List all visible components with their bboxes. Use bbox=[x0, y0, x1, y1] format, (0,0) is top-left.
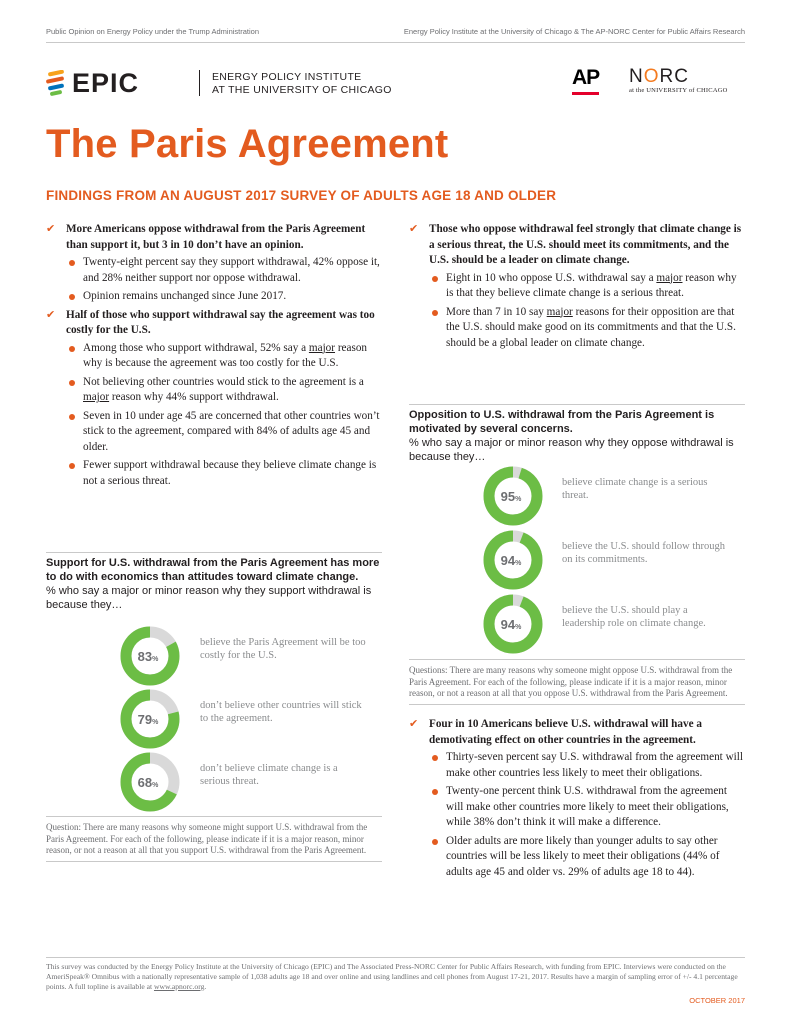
norc-logo-subtext: at the UNIVERSITY of CHICAGO bbox=[629, 87, 728, 94]
donut-category-label: believe the Paris Agreement will be too costly for the U.S. bbox=[200, 637, 366, 661]
donut-category-label: believe climate change is a serious threat. bbox=[562, 477, 708, 501]
list-item: Opinion remains unchanged since June 2017. bbox=[66, 289, 382, 305]
donut-chart bbox=[120, 752, 180, 812]
finding-heading bbox=[46, 308, 382, 339]
list-item: Older adults are more likely than younger adults to say other countries will be less likely to meet their obligations (44% of adults age 45 and older vs. 29% of adults age 18 to 44). bbox=[429, 834, 745, 881]
bullet-text: Eight in 10 who oppose U.S. withdrawal say a bbox=[446, 271, 657, 284]
donut-chart bbox=[483, 466, 543, 526]
donut-category-label: don’t believe climate change is a serious threat. bbox=[200, 763, 338, 787]
page-subtitle: FINDINGS FROM AN AUGUST 2017 SURVEY OF ADULTS AGE 18 AND OLDER bbox=[46, 188, 557, 203]
list-item bbox=[429, 305, 745, 352]
donut-value-label: 68% bbox=[137, 775, 159, 790]
bullet-underlined: major bbox=[308, 341, 336, 354]
header-right-text: Energy Policy Institute at the University of Chicago & The AP-NORC Center for Public Affairs Research bbox=[403, 27, 745, 36]
bullet-underlined: major bbox=[83, 391, 110, 403]
donut-unit-label: % bbox=[515, 560, 522, 567]
list-item bbox=[429, 271, 745, 302]
ap-logo-bar bbox=[572, 92, 599, 95]
finding-2-bullets bbox=[66, 341, 382, 490]
right-column bbox=[409, 222, 745, 354]
check-icon: ✔ bbox=[409, 222, 419, 235]
finding-1-text: More Americans oppose withdrawal from the Paris Agreement than support it, but 3 in 10 don’t have an opinion. bbox=[66, 223, 366, 251]
bullet-underlined: major bbox=[546, 305, 573, 318]
donut-value-label: 94% bbox=[500, 617, 522, 632]
chart-subtitle: % who say a major or minor reason why they support withdrawal is because they… bbox=[46, 585, 372, 611]
bullet-text: reason why is because the agreement was too costly for the U.S. bbox=[83, 341, 368, 369]
publication-date: OCTOBER 2017 bbox=[689, 996, 745, 1005]
footer-end: . bbox=[204, 982, 207, 991]
donut-chart bbox=[483, 530, 543, 590]
footer-text: This survey was conducted by the Energy Policy Institute at the University of Chicago (EPIC) and The Associated Press-NORC Center for Public Affairs Research, with funding from EPIC. Interviews were conducted on the AmeriSpeak® Omnibus with a nationally representative sample of 1,038 adults age 18 and over online and using landlines and cell phones from August 17-21, 2017. Results have a margin of sampling error of +/- 4.1 percentage points. A full topline is available at bbox=[46, 962, 738, 991]
donut-chart bbox=[120, 689, 180, 749]
donut-category-label: believe the U.S. should follow through on its commitments. bbox=[562, 541, 726, 565]
finding-heading bbox=[46, 222, 382, 253]
bullet-underlined: major bbox=[656, 271, 683, 284]
bullet-text: Among those who support withdrawal, 52% say a bbox=[83, 341, 309, 354]
chart-subtitle: % who say a major or minor reason why they oppose withdrawal is because they… bbox=[409, 437, 734, 463]
chart-title: Opposition to U.S. withdrawal from the Paris Agreement is motivated by several concerns. bbox=[409, 404, 745, 436]
check-icon: ✔ bbox=[409, 717, 419, 730]
bullet-text: reason why 44% support withdrawal. bbox=[109, 391, 279, 403]
header-left-text: Public Opinion on Energy Policy under the Trump Administration bbox=[46, 27, 260, 36]
donut-category-label: don’t believe other countries will stick to the agreement. bbox=[200, 700, 362, 724]
donut-unit-label: % bbox=[515, 624, 522, 631]
footer-methodology bbox=[46, 962, 746, 992]
footer-link[interactable]: www.apnorc.org bbox=[153, 982, 205, 991]
right-column-lower bbox=[409, 717, 745, 883]
donut-row bbox=[483, 466, 723, 526]
page-title: The Paris Agreement bbox=[46, 122, 449, 166]
finding-heading bbox=[409, 717, 745, 748]
donut-chart bbox=[483, 594, 543, 654]
list-item: Seven in 10 under age 45 are concerned that other countries won’t stick to the agreement, compared with 84% of adults age 45 and older. bbox=[66, 409, 382, 456]
finding-4-bullets bbox=[429, 750, 745, 880]
epic-institute-line1: ENERGY POLICY INSTITUTE bbox=[212, 71, 362, 83]
epic-logo-wordmark: EPIC bbox=[72, 68, 140, 98]
donut-unit-label: % bbox=[152, 656, 159, 663]
list-item: Fewer support withdrawal because they believe climate change is not a serious threat. bbox=[66, 458, 382, 489]
finding-heading bbox=[409, 222, 745, 269]
norc-n: N bbox=[629, 66, 644, 87]
norc-rc: RC bbox=[659, 66, 689, 87]
list-item bbox=[66, 375, 382, 406]
logo-row bbox=[46, 66, 745, 102]
list-item bbox=[66, 341, 382, 372]
finding-3-bullets bbox=[429, 271, 745, 352]
bullet-text: More than 7 in 10 say bbox=[446, 305, 547, 318]
donut-category-label: believe the U.S. should play a leadership role on climate change. bbox=[562, 605, 706, 629]
donut-unit-label: % bbox=[152, 719, 159, 726]
bullet-text: Not believing other countries would stick to the agreement is a bbox=[83, 375, 364, 388]
chart-title: Support for U.S. withdrawal from the Paris Agreement has more to do with economics than attitudes toward climate change. bbox=[46, 552, 382, 584]
donut-unit-label: % bbox=[152, 782, 159, 789]
logo-separator bbox=[199, 70, 200, 96]
epic-institute-line2: AT THE UNIVERSITY OF CHICAGO bbox=[212, 84, 392, 96]
bullet-text: reasons for their opposition are that the U.S. should make good on its commitments and that the U.S. should be a global leader on climate change. bbox=[446, 305, 736, 349]
donut-row bbox=[120, 752, 360, 812]
donut-value-label: 79% bbox=[137, 712, 159, 727]
donut-chart bbox=[120, 626, 180, 686]
donut-value-label: 95% bbox=[500, 489, 522, 504]
donut-row bbox=[120, 626, 366, 686]
epic-logo-icon bbox=[46, 70, 66, 96]
donut-value-label: 94% bbox=[500, 553, 522, 568]
ap-logo: AP bbox=[572, 66, 600, 89]
chart-question-note: Questions: There are many reasons why someone might oppose U.S. withdrawal from the Paris Agreement. For each of the following, please indicate if it is a major reason, minor reason, or not a reason at all that you oppose U.S. withdrawal from the Paris Agreement. bbox=[409, 659, 745, 705]
donut-row bbox=[120, 689, 360, 749]
left-column bbox=[46, 222, 382, 492]
finding-4-text: Four in 10 Americans believe U.S. withdrawal will have a demotivating effect on other countries in the agreement. bbox=[429, 718, 702, 746]
donut-unit-label: % bbox=[515, 496, 522, 503]
donut-row bbox=[483, 530, 726, 590]
list-item: Twenty-eight percent say they support withdrawal, 42% oppose it, and 28% neither support nor oppose withdrawal. bbox=[66, 255, 382, 286]
norc-logo bbox=[629, 66, 689, 88]
norc-o: O bbox=[643, 66, 660, 87]
support-chart bbox=[46, 552, 382, 612]
list-item: Twenty-one percent think U.S. withdrawal from the agreement will make other countries more likely to meet their obligations, while 38% don’t think it will make a difference. bbox=[429, 784, 745, 831]
oppose-chart bbox=[409, 404, 745, 464]
donut-value-label: 83% bbox=[137, 649, 159, 664]
check-icon: ✔ bbox=[46, 222, 56, 235]
footer-divider bbox=[46, 957, 745, 958]
finding-1-bullets bbox=[66, 255, 382, 305]
check-icon: ✔ bbox=[46, 307, 56, 321]
donut-row bbox=[483, 594, 723, 654]
chart-question-note: Question: There are many reasons why someone might support U.S. withdrawal from the Paris Agreement. For each of the following, please indicate if it is a major reason, minor reason, or not a reason at all that you support U.S. withdrawal from the Paris Agreement. bbox=[46, 816, 382, 862]
bullet-text: reason why is that they believe climate change is a serious threat. bbox=[446, 271, 737, 299]
finding-2-text: Half of those who support withdrawal say the agreement was too costly for the U.S. bbox=[66, 308, 375, 336]
epic-institute-name bbox=[212, 71, 392, 97]
finding-3-text: Those who oppose withdrawal feel strongly that climate change is a serious threat, the U.S. should meet its commitments, and the U.S. should be a leader on climate change. bbox=[429, 223, 742, 266]
running-header bbox=[46, 27, 745, 41]
list-item: Thirty-seven percent say U.S. withdrawal from the agreement will make other countries less likely to meet their obligations. bbox=[429, 750, 745, 781]
header-divider bbox=[46, 42, 745, 43]
